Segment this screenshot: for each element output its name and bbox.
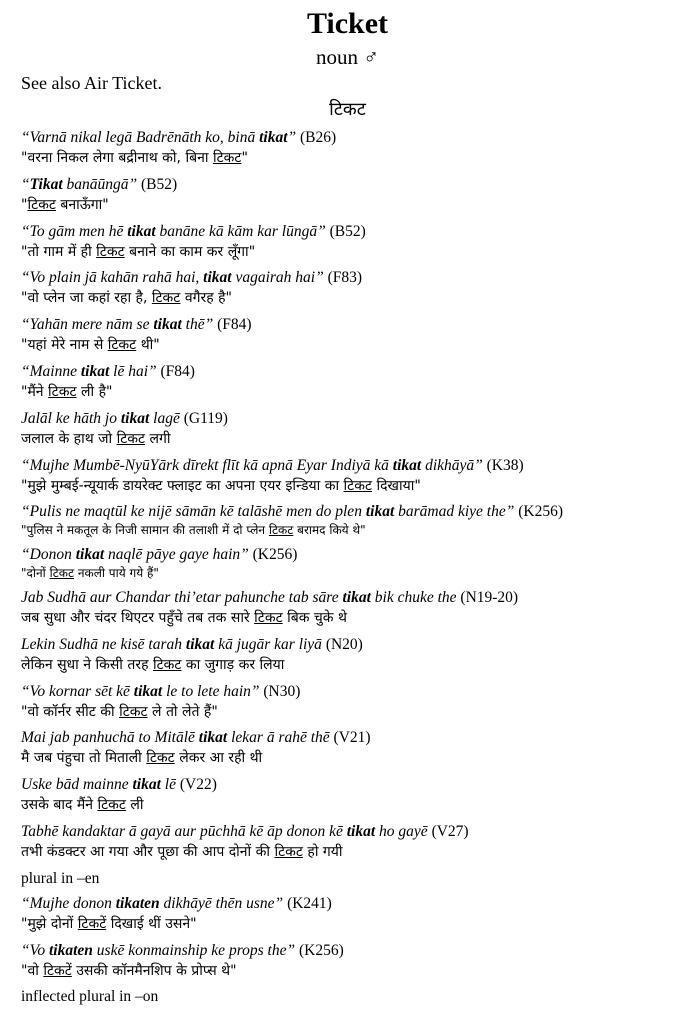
devanagari-text: "मुझे दोनों [21, 915, 78, 932]
example-list [21, 128, 691, 1012]
devanagari-text: "वो प्लेन जा कहां रहा है, [21, 290, 152, 307]
keyword: tikat [198, 729, 228, 747]
romanized-text: vagairah hai” [231, 269, 324, 287]
romanized-text: “Vo [21, 941, 49, 959]
romanized-text: lagē [149, 409, 180, 427]
devanagari-line [21, 381, 691, 403]
romanized-sentence [21, 942, 295, 959]
devanagari-line [21, 701, 691, 723]
romanized-text: bik chuke the [370, 588, 457, 606]
devanagari-keyword: टिकट [49, 566, 75, 581]
romanized-text: “Pulis ne maqtūl ke nijē sāmān kē talāshē men do plen [21, 503, 366, 521]
romanized-sentence [21, 503, 514, 520]
devanagari-text: "तो गाम में ही [21, 243, 97, 260]
devanagari-line [21, 564, 691, 582]
romanized-text: dikhāyā” [421, 456, 483, 474]
romanized-line [21, 728, 691, 747]
romanized-sentence [21, 636, 322, 653]
devanagari-text: ले तो लेते हैं" [147, 703, 218, 720]
romanized-sentence [21, 823, 428, 840]
example-entry [21, 175, 691, 216]
devanagari-keyword: टिकट [48, 383, 77, 400]
keyword: tikat [153, 316, 182, 334]
keyword: tikat [132, 776, 161, 794]
keyword: tikaten [115, 894, 160, 912]
romanized-line [21, 635, 691, 654]
example-entry [21, 362, 691, 403]
devanagari-line [21, 334, 691, 356]
romanized-text: “Yahān mere nām se [21, 316, 154, 334]
romanized-text: “Mujhe Mumbē-NyūYārk dīrekt flīt kā apnā Eyar Indiyā kā [21, 456, 393, 474]
devanagari-text: " [241, 150, 248, 166]
source-ref: (K256) [295, 941, 344, 959]
keyword: tikaten [49, 941, 93, 959]
devanagari-keyword: टिकट [274, 843, 303, 860]
example-entry [21, 502, 691, 539]
example-entry [21, 456, 691, 497]
singular-examples [21, 128, 691, 863]
romanized-line [21, 222, 691, 241]
devanagari-keyword: टिकट [107, 337, 137, 354]
romanized-line [21, 545, 691, 564]
devanagari-text: मै जब पंहुचा तो मिताली [21, 750, 147, 767]
romanized-text: “Vo kornar sēt kē [21, 682, 134, 700]
romanized-line [21, 128, 691, 147]
devanagari-keyword: टिकट [152, 656, 182, 673]
romanized-sentence [21, 729, 330, 746]
romanized-text: ” [287, 129, 297, 146]
romanized-text: Jab Sudhā aur Chandar thi’etar pahunche tab sāre [21, 588, 343, 606]
devanagari-text: दिखाया" [372, 477, 421, 494]
romanized-text: le to lete hain” [162, 682, 260, 700]
devanagari-text: "दोनों [21, 566, 50, 581]
source-ref: (K256) [514, 503, 564, 521]
romanized-line [21, 682, 691, 701]
devanagari-keyword: टिकट [96, 243, 125, 260]
romanized-line [21, 588, 691, 607]
devanagari-keyword: टिकटें [77, 915, 107, 932]
source-ref: (N19-20) [456, 588, 519, 606]
devanagari-text: ली [125, 797, 144, 814]
example-entry [21, 682, 691, 723]
example-entry [21, 941, 691, 982]
source-ref: (B26) [296, 129, 337, 146]
romanized-text: Mai jab panhuchā to Mitālē [21, 729, 199, 747]
devanagari-line [21, 147, 691, 169]
romanized-text: Uske bād mainne [21, 776, 133, 794]
source-ref: (K256) [248, 546, 298, 564]
source-ref: (F83) [323, 269, 363, 287]
romanized-sentence [21, 269, 324, 286]
devanagari-text: का जुगाड़ कर लिया [181, 656, 285, 673]
romanized-text: “Mainne [21, 362, 81, 380]
devanagari-keyword: टिकट [97, 797, 126, 814]
devanagari-keyword: टिकटें [43, 962, 72, 979]
source-ref: (F84) [156, 362, 195, 380]
devanagari-text: ली है" [76, 383, 113, 400]
devanagari-text: तभी कंडक्टर आ गया और पूछा की आप दोनों की [21, 843, 275, 860]
devanagari-text: " [21, 196, 28, 213]
source-ref: (G119) [179, 409, 228, 427]
romanized-text: uskē konmainship ke props the” [92, 941, 296, 959]
devanagari-text: "वरना निकल लेगा बद्रीनाथ को, बिना [21, 150, 213, 166]
romanized-line [21, 456, 691, 475]
source-ref: (K38) [482, 456, 524, 474]
romanized-line [21, 362, 691, 381]
devanagari-keyword: टिकट [343, 477, 373, 494]
romanized-sentence [21, 223, 326, 240]
part-of-speech: noun ♂ [316, 45, 379, 69]
hindi-headword: टिकट [329, 99, 366, 120]
romanized-sentence [21, 776, 176, 793]
devanagari-text: जलाल के हाथ जो [21, 430, 117, 447]
example-entry [21, 822, 691, 863]
devanagari-text: थी" [136, 337, 160, 354]
devanagari-text: नकली पाये गये हैं" [74, 566, 159, 581]
romanized-text: naqlē pāye gaye hain” [104, 546, 249, 564]
romanized-sentence [21, 683, 260, 700]
plural-examples [21, 894, 691, 982]
devanagari-text: हो गयी [302, 843, 343, 860]
devanagari-text: "मैंने [21, 383, 49, 400]
keyword: tikat [75, 546, 105, 564]
devanagari-line [21, 841, 691, 863]
keyword: tikat [259, 129, 288, 146]
devanagari-keyword: टिकट [119, 703, 148, 720]
romanized-sentence [21, 363, 157, 380]
example-entry [21, 268, 691, 309]
romanized-sentence [21, 410, 180, 427]
devanagari-text: बनाऊँगा" [55, 196, 109, 213]
romanized-line [21, 941, 691, 960]
devanagari-keyword: टिकट [116, 430, 146, 447]
romanized-sentence [21, 457, 483, 474]
devanagari-keyword: टिकट [212, 150, 242, 166]
example-entry [21, 315, 691, 356]
devanagari-line [21, 428, 691, 450]
romanized-line [21, 502, 691, 521]
romanized-sentence [21, 129, 296, 146]
romanized-text: lē [160, 776, 176, 794]
keyword: tikat [203, 269, 232, 287]
example-entry [21, 775, 691, 816]
devanagari-keyword: टिकट [254, 609, 283, 626]
devanagari-text: बनाने का काम कर लूँगा" [124, 243, 256, 260]
source-ref: (V27) [427, 822, 469, 840]
devanagari-line [21, 794, 691, 816]
romanized-line [21, 409, 691, 428]
devanagari-line [21, 194, 691, 216]
romanized-sentence [21, 316, 213, 333]
devanagari-text: "वो [21, 962, 44, 979]
romanized-text: lekar ā rahē thē [227, 729, 330, 747]
romanized-line [21, 175, 691, 194]
keyword: tikat [185, 635, 215, 653]
devanagari-line [21, 654, 691, 676]
keyword: tikat [346, 822, 376, 840]
romanized-line [21, 268, 691, 287]
devanagari-text: वगैरह है" [180, 290, 232, 307]
devanagari-keyword: टिकट [146, 750, 175, 767]
romanized-text: banāūngā” [62, 175, 138, 193]
romanized-sentence [21, 176, 137, 193]
romanized-text: thē” [181, 316, 214, 334]
keyword: tikat [342, 588, 371, 606]
devanagari-line [21, 287, 691, 309]
source-ref: (V21) [329, 729, 371, 747]
devanagari-line [21, 241, 691, 263]
romanized-text: Jalāl ke hāth jo [21, 409, 121, 427]
romanized-text: “To gām men hē [21, 222, 128, 240]
source-ref: (N30) [259, 682, 301, 700]
source-ref: (F84) [213, 316, 252, 334]
source-ref: (V22) [175, 776, 217, 794]
example-entry [21, 635, 691, 676]
devanagari-text: दिखाई थीं उसने" [106, 915, 197, 932]
keyword: tikat [365, 503, 395, 521]
example-entry [21, 128, 691, 169]
devanagari-line [21, 747, 691, 769]
romanized-text: barāmad kiye the” [394, 503, 515, 521]
romanized-sentence [21, 895, 283, 912]
romanized-text: ho gayē [375, 822, 428, 840]
romanized-text: “Varnā nikal legā Badrēnāth ko, binā [21, 129, 260, 146]
devanagari-text: बिक चुके थे [282, 609, 347, 626]
devanagari-keyword: टिकट [27, 196, 56, 213]
source-ref: (B52) [325, 222, 366, 240]
devanagari-text: लेकर आ रही थी [174, 750, 263, 767]
plural-label: plural in –en [21, 869, 100, 887]
example-entry [21, 728, 691, 769]
romanized-text: “ [21, 175, 30, 193]
devanagari-text: लेकिन सुधा ने किसी तरह [21, 656, 153, 673]
romanized-line [21, 894, 691, 913]
romanized-text: dikhāyē thēn usne” [159, 894, 284, 912]
keyword: tikat [80, 362, 110, 380]
romanized-sentence [21, 589, 457, 606]
inflected-plural-label: inflected plural in –on [21, 988, 159, 1006]
devanagari-text: "मुझे मुम्बई-न्यूयार्क डायरेक्ट फ्लाइट का अपना एयर इन्डिया का [21, 477, 344, 494]
devanagari-line [21, 960, 691, 982]
devanagari-text: "पुलिस ने मकतूल के निजी सामान की तलाशी में दो प्लेन [21, 523, 269, 538]
example-entry [21, 545, 691, 582]
romanized-line [21, 775, 691, 794]
romanized-text: Lekin Sudhā ne kisē tarah [21, 635, 186, 653]
devanagari-text: उसकी कॉनमैनशिप के प्रोप्स थे" [71, 962, 237, 979]
example-entry [21, 222, 691, 263]
devanagari-line [21, 913, 691, 935]
romanized-text: banāne kā kām kar lūngā” [155, 222, 326, 240]
see-also-note: See also Air Ticket. [21, 73, 163, 93]
romanized-text: “Vo plain jā kahān rahā hai, [21, 269, 204, 287]
devanagari-text: "वो कॉर्नर सीट की [21, 703, 120, 720]
entry-title: Ticket [306, 7, 389, 40]
keyword: tikat [120, 409, 150, 427]
source-ref: (B52) [137, 175, 178, 193]
romanized-text: Tabhē kandaktar ā gayā aur pūchhā kē āp donon kē [21, 822, 347, 840]
keyword: tikat [127, 222, 156, 240]
devanagari-text: लगी [145, 430, 171, 447]
devanagari-line [21, 475, 691, 497]
romanized-text: “Donon [21, 546, 76, 564]
devanagari-keyword: टिकट [268, 523, 294, 538]
devanagari-line [21, 521, 691, 539]
keyword: Tikat [29, 175, 63, 193]
example-entry [21, 588, 691, 629]
romanized-line [21, 822, 691, 841]
keyword: tikat [133, 682, 163, 700]
devanagari-text: उसके बाद मैंने [21, 797, 98, 814]
devanagari-text: बरामद किये थे" [293, 523, 366, 538]
romanized-sentence [21, 546, 249, 563]
devanagari-line [21, 607, 691, 629]
devanagari-keyword: टिकट [151, 290, 181, 307]
romanized-text: kā jugār kar liyā [214, 635, 322, 653]
source-ref: (K241) [283, 894, 332, 912]
devanagari-text: "यहां मेरे नाम से [21, 337, 108, 354]
romanized-line [21, 315, 691, 334]
example-entry [21, 894, 691, 935]
devanagari-text: जब सुधा और चंदर थिएटर पहुँचे तब तक सारे [21, 609, 255, 626]
romanized-text: lē hai” [109, 362, 157, 380]
example-entry [21, 409, 691, 450]
keyword: tikat [392, 456, 422, 474]
romanized-text: “Mujhe donon [21, 894, 116, 912]
source-ref: (N20) [321, 635, 363, 653]
